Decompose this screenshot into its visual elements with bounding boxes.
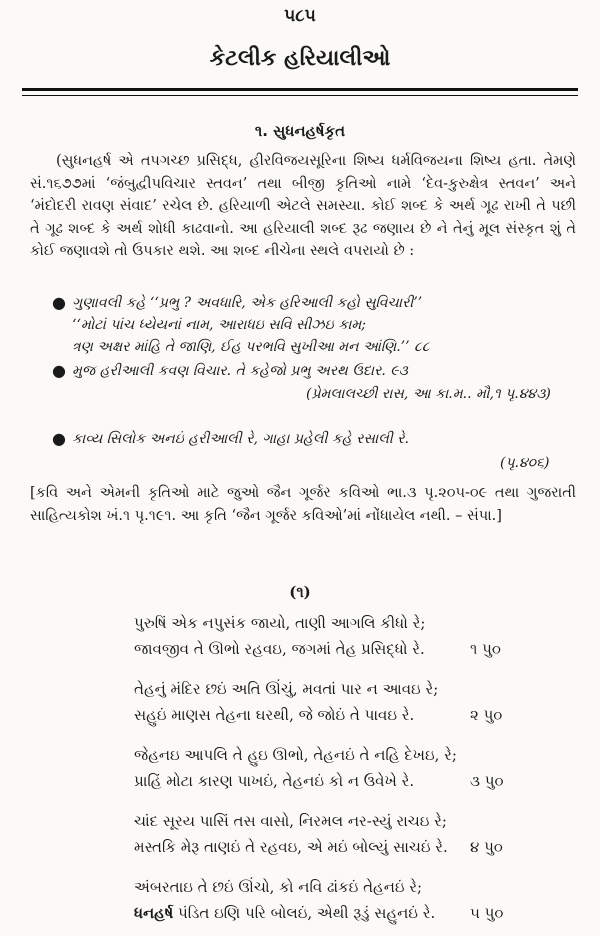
quote-line: કાવ્ય સિલોક અનઇં હરીઆલી રે, ગાહા પ્રહેલી કહે રસાલી રે. <box>72 431 409 447</box>
verse-line: જેહનઇ આપલિ તે હુઇ ઊભો, તેહનઇં તે નહિ દેખઇ, રે; <box>134 746 457 764</box>
editor-note: [કવિ અને એમની કૃતિઓ માટે જુઓ જૈન ગૂર્જર કવિઓ ભા.૩ પૃ.૨૦૫-૦૯ તથા ગુજરાતી સાહિત્યકોશ ખં.૧ પૃ.૧૯૧. આ કૃતિ ‘જૈન ગૂર્જર કવિઓ’માં નોંધાયેલ નથી. – સંપા.] <box>30 485 576 524</box>
bullet-icon: ● <box>52 361 66 380</box>
title-divider-thin <box>22 95 578 96</box>
verse-number: ૨ પુ૦ <box>470 706 503 724</box>
section-heading: ૧. સુધનહર્ષકૃત <box>254 122 346 140</box>
verse-line: મસ્તકિ મેરૂ તાણઇં તે રહવઇ, એ મઇં બોલ્યું સાચઇં રે. <box>134 838 448 856</box>
quote-bullet-2 <box>52 360 408 382</box>
verse-line: સહુઇં માણસ તેહના ઘરથી, જે જોઇં તે પાવઇ રે. <box>134 706 415 724</box>
verse-line: અંબરતાઇ તે છઇં ઊંચો, કો નવિ ઢાંકઇં તેહનઇં રે; <box>134 878 423 896</box>
quote-line: ત્રણ અક્ષર માંહિ તે જાણિ, ઈહ પરભવિ સુખીઆ મન આંણિ.’’ ૮૮ <box>72 339 430 355</box>
bullet-icon: ● <box>52 429 66 448</box>
verse-number: ૩ પુ૦ <box>470 772 504 790</box>
page-number: ૫૮૫ <box>284 6 316 26</box>
verse-line-rest: પંડિત ઇણિ પરિ બોલઇં, એથી રૂડું સહુનઇં રે. <box>173 904 436 922</box>
poet-name: ધનહર્ષ <box>134 904 174 922</box>
quote-bullet-3 <box>52 428 409 450</box>
verse-line: પ્રાહિં મોટા કારણ પાખઇં, તેહનઇં કો ન ઉવેખે રે. <box>134 772 415 790</box>
verse-line: પુરુષિં એક નપુસંક જાયો, તાણી આગલિ કીધો રે; <box>134 614 426 632</box>
verse-number: ૧ પુ૦ <box>470 640 501 658</box>
intro-paragraph: (સુધનહર્ષ એ તપગચ્છ પ્રસિદ્ધ, હીરવિજયસૂરિના શિષ્ય ધર્મવિજયના શિષ્ય હતા. તેમણે સં.૧૬૭૭માં ‘જંબુદ્વીપવિચાર સ્તવન’ તથા બીજી કૃતિઓ નામે ‘દેવ-કુરુક્ષેત્ર સ્તવન’ અને ‘મંદોદરી રાવણ સંવાદ’ રચેલ છે. હરિયાળી એટલે સમસ્યા. કોઈ શબ્દ કે અર્થ ગૂઢ રાખી તે પછી તે ગૂઢ શબ્દ કે અર્થ શોધી કાઢવાનો. આ હરિયાલી શબ્દ રૂઢ જણાય છે ને તેનું મૂલ સંસ્કૃત શું તે કોઈ જણાવશે તો ઉપકાર થશે. આ શબ્દ નીચેના સ્થલે વપરાયો છે : <box>30 153 576 259</box>
quote-reference: (પૃ.૪૦૬) <box>500 455 550 471</box>
verse-line: તેહનું મંદિર છઇં અતિ ઊંચું, મવતાં પાર ન આવઇ રે; <box>134 680 439 698</box>
verse-line: જાવજીવ તે ઊભો રહવઇ, જગમાં તેહ પ્રસિદ્ધો રે. <box>134 640 425 658</box>
quote-reference: (પ્રેમલાલચ્છી રાસ, આ કા.મ.. મૌ,૧ પૃ.૪૪૩) <box>306 386 551 402</box>
verse-number: ૪ પુ૦ <box>470 838 503 856</box>
verse-line: ચાંદ સૂરય પાસિં તસ વાસો, નિરમલ નર-સ્યું રાચઇ રે; <box>134 812 447 830</box>
verse-line <box>134 902 435 924</box>
quote-line: ‘‘મોટાં પાંચ ધ્યેયનાં નામ, આરાધઇ સવિ સીઝઇ કામ; <box>72 317 366 333</box>
poem-number: (૧) <box>289 583 311 601</box>
verse-number: ૫ પુ૦ <box>470 904 504 922</box>
page-title: કેટલીક હરિયાલીઓ <box>209 46 391 71</box>
title-divider-thick <box>22 88 578 91</box>
quote-bullet-1 <box>52 292 430 358</box>
quote-line: ગુણાવલી કહે ‘‘પ્રભુ ? અવધારિ, એક હરિઆલી કહો સુવિચારી’’ <box>72 295 423 311</box>
quote-line: મુજ હરીઆલી કવણ વિચાર. તે કહેજો પ્રભુ અરથ ઉદાર. ૯૩ <box>72 363 408 379</box>
bullet-icon: ● <box>52 293 66 312</box>
